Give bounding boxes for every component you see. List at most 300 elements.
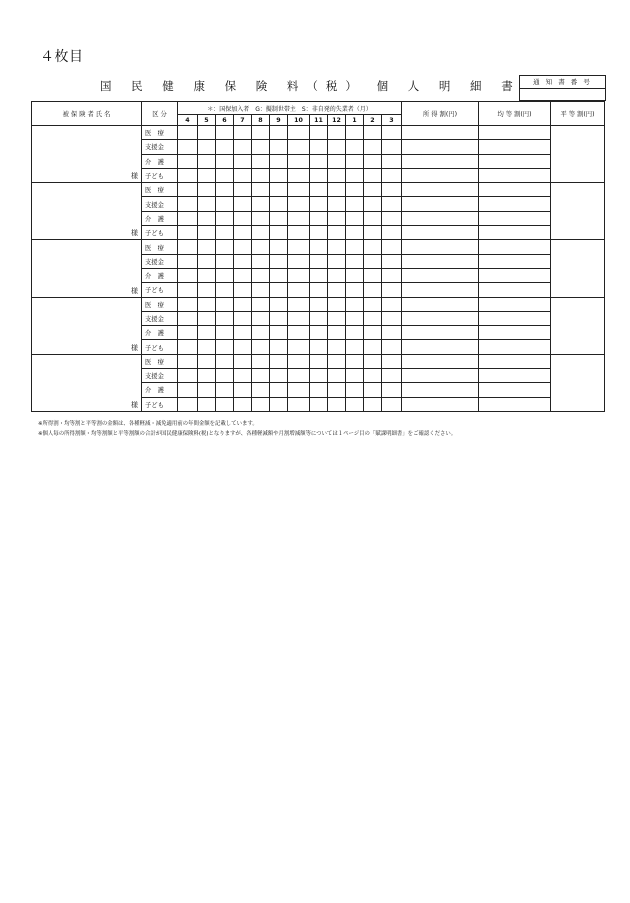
month-cell (288, 311, 310, 325)
month-cell (198, 197, 216, 211)
category-label: 支援金 (142, 254, 178, 268)
month-cell (346, 268, 364, 282)
flat-amount-cell (551, 240, 605, 297)
month-cell (364, 297, 382, 311)
category-label: 支援金 (142, 369, 178, 383)
month-cell (234, 140, 252, 154)
month-cell (178, 283, 198, 297)
month-cell (288, 197, 310, 211)
month-cell (364, 383, 382, 397)
month-cell (216, 283, 234, 297)
month-cell (382, 226, 402, 240)
month-cell (234, 311, 252, 325)
month-header-cell: 3 (382, 115, 402, 126)
month-cell (216, 268, 234, 282)
month-cell (288, 354, 310, 368)
month-cell (328, 183, 346, 197)
month-cell (382, 354, 402, 368)
month-cell (178, 168, 198, 182)
month-cell (382, 383, 402, 397)
notice-number-label: 通 知 書 番 号 (520, 76, 605, 89)
month-cell (234, 211, 252, 225)
income-amount-cell (402, 254, 479, 268)
month-cell (310, 326, 328, 340)
month-cell (288, 283, 310, 297)
month-cell (234, 397, 252, 411)
month-cell (178, 383, 198, 397)
month-cell (364, 126, 382, 140)
equal-amount-cell (479, 240, 551, 254)
honorific-label: 様 (131, 400, 138, 409)
month-cell (234, 183, 252, 197)
month-cell (310, 183, 328, 197)
month-header-cell: 2 (364, 115, 382, 126)
month-cell (288, 369, 310, 383)
month-cell (346, 254, 364, 268)
month-cell (328, 240, 346, 254)
month-cell (234, 297, 252, 311)
month-header-cell: 12 (328, 115, 346, 126)
month-cell (288, 168, 310, 182)
category-label: 医 療 (142, 240, 178, 254)
month-cell (288, 254, 310, 268)
equal-amount-cell (479, 326, 551, 340)
month-cell (234, 268, 252, 282)
table-row (32, 354, 605, 368)
month-cell (310, 283, 328, 297)
month-cell (234, 383, 252, 397)
month-cell (270, 240, 288, 254)
month-cell (288, 340, 310, 354)
month-cell (198, 354, 216, 368)
month-cell (270, 369, 288, 383)
income-amount-cell (402, 140, 479, 154)
month-cell (364, 154, 382, 168)
month-cell (252, 126, 270, 140)
month-cell (382, 297, 402, 311)
month-cell (382, 283, 402, 297)
month-cell (346, 197, 364, 211)
category-column-header: 区 分 (142, 102, 178, 126)
equal-amount-cell (479, 254, 551, 268)
month-cell (252, 340, 270, 354)
table-row (32, 183, 605, 197)
month-cell (270, 311, 288, 325)
month-cell (178, 354, 198, 368)
month-cell (198, 383, 216, 397)
month-cell (382, 154, 402, 168)
month-cell (216, 397, 234, 411)
month-cell (382, 140, 402, 154)
month-cell (178, 369, 198, 383)
income-amount-cell (402, 369, 479, 383)
month-cell (252, 197, 270, 211)
month-cell (346, 126, 364, 140)
month-cell (382, 240, 402, 254)
equal-amount-cell (479, 297, 551, 311)
month-cell (216, 168, 234, 182)
category-label: 支援金 (142, 140, 178, 154)
month-cell (288, 240, 310, 254)
month-cell (252, 254, 270, 268)
month-cell (216, 197, 234, 211)
month-cell (270, 397, 288, 411)
month-cell (346, 326, 364, 340)
month-cell (216, 240, 234, 254)
category-label: 子ども (142, 226, 178, 240)
month-cell (288, 154, 310, 168)
month-cell (234, 369, 252, 383)
category-label: 介 護 (142, 383, 178, 397)
month-cell (364, 211, 382, 225)
month-cell (270, 226, 288, 240)
month-cell (198, 340, 216, 354)
month-cell (178, 397, 198, 411)
month-cell (252, 311, 270, 325)
month-header-cell: 4 (178, 115, 198, 126)
flat-amount-cell (551, 126, 605, 183)
month-cell (216, 211, 234, 225)
income-amount-cell (402, 297, 479, 311)
month-cell (382, 326, 402, 340)
month-header-cell: 11 (310, 115, 328, 126)
month-cell (252, 297, 270, 311)
insured-name-cell (32, 297, 142, 354)
month-cell (216, 183, 234, 197)
month-cell (328, 354, 346, 368)
month-cell (198, 283, 216, 297)
category-label: 医 療 (142, 354, 178, 368)
month-cell (216, 154, 234, 168)
month-cell (198, 154, 216, 168)
month-cell (216, 226, 234, 240)
equal-amount-cell (479, 268, 551, 282)
category-label: 介 護 (142, 211, 178, 225)
month-cell (216, 311, 234, 325)
income-amount-cell (402, 240, 479, 254)
month-cell (178, 140, 198, 154)
month-cell (270, 297, 288, 311)
document-title: 国 民 健 康 保 険 料（税） 個 人 明 細 書 (100, 79, 521, 93)
footnote: ※個人毎の所得割額・均等割額と平等割額の合計が国民健康保険料(税)となりますが、各種軽減額や月割増減額等については１ページ目の「賦課明細書」をご確認ください。 (38, 431, 457, 437)
table-row (32, 240, 605, 254)
month-cell (310, 211, 328, 225)
income-amount-cell (402, 283, 479, 297)
month-cell (364, 168, 382, 182)
month-cell (328, 383, 346, 397)
month-cell (288, 397, 310, 411)
month-cell (364, 340, 382, 354)
month-cell (270, 126, 288, 140)
category-label: 子ども (142, 340, 178, 354)
category-label: 子ども (142, 283, 178, 297)
month-cell (310, 168, 328, 182)
month-cell (328, 369, 346, 383)
month-cell (234, 354, 252, 368)
month-cell (178, 268, 198, 282)
month-cell (252, 283, 270, 297)
month-cell (198, 297, 216, 311)
flat-column-header: 平 等 割(円) (551, 102, 605, 126)
month-cell (216, 340, 234, 354)
month-cell (382, 126, 402, 140)
month-cell (252, 397, 270, 411)
month-cell (346, 297, 364, 311)
month-cell (288, 383, 310, 397)
month-cell (252, 240, 270, 254)
month-header-cell: 1 (346, 115, 364, 126)
month-cell (252, 183, 270, 197)
income-amount-cell (402, 340, 479, 354)
month-cell (178, 340, 198, 354)
month-cell (364, 268, 382, 282)
month-cell (252, 383, 270, 397)
month-cell (216, 326, 234, 340)
month-cell (288, 211, 310, 225)
honorific-label: 様 (131, 286, 138, 295)
month-cell (270, 197, 288, 211)
month-cell (216, 254, 234, 268)
category-label: 医 療 (142, 126, 178, 140)
month-cell (252, 326, 270, 340)
month-cell (328, 126, 346, 140)
income-amount-cell (402, 197, 479, 211)
month-cell (346, 183, 364, 197)
income-amount-cell (402, 154, 479, 168)
month-cell (346, 311, 364, 325)
month-cell (178, 183, 198, 197)
month-cell (346, 397, 364, 411)
equal-amount-cell (479, 397, 551, 411)
income-amount-cell (402, 397, 479, 411)
month-cell (364, 183, 382, 197)
month-cell (288, 226, 310, 240)
month-cell (310, 240, 328, 254)
month-cell (310, 268, 328, 282)
category-label: 介 護 (142, 268, 178, 282)
month-cell (198, 268, 216, 282)
month-cell (252, 140, 270, 154)
month-cell (216, 297, 234, 311)
month-cell (382, 168, 402, 182)
month-cell (328, 211, 346, 225)
month-cell (364, 197, 382, 211)
category-label: 子ども (142, 168, 178, 182)
month-cell (252, 226, 270, 240)
month-header-cell: 6 (216, 115, 234, 126)
insured-name-cell (32, 183, 142, 240)
month-cell (328, 254, 346, 268)
footnotes (38, 419, 456, 439)
equal-amount-cell (479, 154, 551, 168)
month-cell (270, 154, 288, 168)
income-column-header: 所 得 割(円) (402, 102, 479, 126)
month-cell (328, 297, 346, 311)
month-cell (310, 197, 328, 211)
month-cell (234, 197, 252, 211)
month-cell (310, 397, 328, 411)
month-cell (252, 154, 270, 168)
income-amount-cell (402, 126, 479, 140)
page-number: ４枚目 (40, 49, 84, 65)
month-cell (178, 240, 198, 254)
income-amount-cell (402, 211, 479, 225)
month-cell (216, 369, 234, 383)
month-cell (310, 226, 328, 240)
month-cell (252, 268, 270, 282)
month-cell (310, 340, 328, 354)
month-cell (346, 340, 364, 354)
month-cell (346, 369, 364, 383)
month-cell (310, 154, 328, 168)
month-cell (198, 126, 216, 140)
income-amount-cell (402, 354, 479, 368)
month-cell (178, 254, 198, 268)
month-cell (178, 197, 198, 211)
month-cell (328, 326, 346, 340)
month-cell (382, 268, 402, 282)
table-row (32, 297, 605, 311)
month-cell (178, 126, 198, 140)
table-row (32, 126, 605, 140)
month-cell (346, 283, 364, 297)
month-cell (216, 354, 234, 368)
month-cell (178, 154, 198, 168)
notice-number-box (519, 75, 606, 101)
month-cell (178, 311, 198, 325)
month-header-cell: 7 (234, 115, 252, 126)
month-cell (328, 140, 346, 154)
category-label: 医 療 (142, 183, 178, 197)
month-cell (234, 326, 252, 340)
month-cell (234, 168, 252, 182)
month-cell (270, 283, 288, 297)
equal-amount-cell (479, 383, 551, 397)
month-cell (328, 168, 346, 182)
equal-amount-cell (479, 197, 551, 211)
month-cell (198, 183, 216, 197)
month-cell (216, 140, 234, 154)
month-cell (270, 254, 288, 268)
footnote: ※所得割・均等割と平等割の金額は、各種軽減・減免適用前の年間金額を記載しています。 (38, 421, 258, 427)
equal-amount-cell (479, 126, 551, 140)
month-cell (382, 397, 402, 411)
month-cell (234, 126, 252, 140)
category-label: 医 療 (142, 297, 178, 311)
month-cell (346, 354, 364, 368)
equal-column-header: 均 等 割(円) (479, 102, 551, 126)
month-cell (198, 226, 216, 240)
income-amount-cell (402, 311, 479, 325)
honorific-label: 様 (131, 172, 138, 181)
insured-rows (32, 126, 605, 412)
month-cell (288, 140, 310, 154)
category-label: 子ども (142, 397, 178, 411)
month-header-cell: 8 (252, 115, 270, 126)
month-cell (198, 397, 216, 411)
month-cell (310, 140, 328, 154)
month-cell (198, 311, 216, 325)
month-cell (346, 140, 364, 154)
month-cell (234, 226, 252, 240)
month-cell (328, 311, 346, 325)
name-column-header: 被 保 険 者 氏 名 (32, 102, 142, 126)
month-header-cell: 10 (288, 115, 310, 126)
month-cell (234, 254, 252, 268)
month-cell (198, 369, 216, 383)
equal-amount-cell (479, 283, 551, 297)
insured-name-cell (32, 240, 142, 297)
month-cell (288, 126, 310, 140)
month-cell (288, 297, 310, 311)
equal-amount-cell (479, 340, 551, 354)
month-cell (382, 183, 402, 197)
month-cell (288, 183, 310, 197)
month-cell (310, 126, 328, 140)
month-header-cell: 9 (270, 115, 288, 126)
month-cell (346, 226, 364, 240)
month-cell (234, 283, 252, 297)
premium-detail-table (31, 101, 605, 412)
month-cell (288, 326, 310, 340)
status-legend: ＊：国保加入者 G：擬制世帯主 S：非自発的失業者（月） (178, 102, 402, 115)
month-cell (364, 369, 382, 383)
insured-name-cell (32, 354, 142, 411)
equal-amount-cell (479, 226, 551, 240)
month-cell (364, 311, 382, 325)
month-cell (364, 226, 382, 240)
month-cell (382, 197, 402, 211)
month-cell (198, 326, 216, 340)
month-cell (198, 240, 216, 254)
month-cell (270, 268, 288, 282)
month-cell (216, 383, 234, 397)
insured-name-cell (32, 126, 142, 183)
month-cell (178, 297, 198, 311)
month-cell (310, 311, 328, 325)
month-cell (270, 383, 288, 397)
category-label: 介 護 (142, 154, 178, 168)
month-cell (198, 254, 216, 268)
month-cell (346, 211, 364, 225)
month-cell (270, 340, 288, 354)
month-cell (198, 140, 216, 154)
equal-amount-cell (479, 369, 551, 383)
month-cell (328, 197, 346, 211)
month-cell (346, 383, 364, 397)
equal-amount-cell (479, 183, 551, 197)
income-amount-cell (402, 326, 479, 340)
month-cell (364, 326, 382, 340)
month-cell (252, 211, 270, 225)
category-label: 支援金 (142, 197, 178, 211)
month-cell (346, 240, 364, 254)
month-cell (270, 183, 288, 197)
month-cell (252, 369, 270, 383)
month-cell (198, 168, 216, 182)
month-cell (346, 154, 364, 168)
month-cell (328, 226, 346, 240)
month-cell (198, 211, 216, 225)
month-cell (178, 211, 198, 225)
equal-amount-cell (479, 168, 551, 182)
month-cell (178, 326, 198, 340)
month-cell (328, 397, 346, 411)
month-cell (382, 340, 402, 354)
month-cell (328, 283, 346, 297)
month-cell (178, 226, 198, 240)
month-cell (270, 211, 288, 225)
